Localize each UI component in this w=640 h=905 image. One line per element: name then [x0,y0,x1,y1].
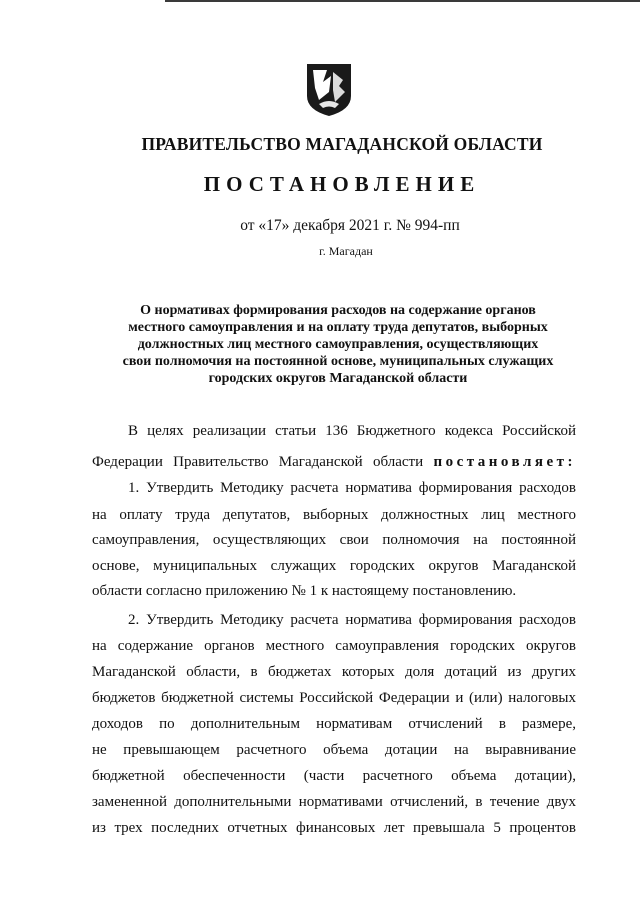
item1-line: на оплату труда депутатов, выборных должностных лиц местного [92,507,576,523]
item2-line: из трех последних отчетных финансовых лет превышала 5 процентов [92,820,576,836]
government-title: ПРАВИТЕЛЬСТВО МАГАДАНСКОЙ ОБЛАСТИ [141,134,543,154]
subject-line: должностных лиц местного самоуправления, осуществляющих [137,337,539,352]
item2-line: Магаданской области, в бюджетах которых доля дотаций из других [92,664,576,680]
item2-line: на содержание органов местного самоуправления городских округов [92,638,576,654]
item2-line: не превышающем расчетного объема дотации на выравнивание [92,742,576,758]
scan-edge-line [165,0,640,2]
subject-line: городских округов Магаданской области [208,371,468,386]
subject-line: О нормативах формирования расходов на содержание органов [140,303,536,318]
preamble-line [92,452,576,472]
city: г. Магадан [319,244,373,258]
decree-subject [88,302,588,387]
item1-line: 1. Утвердить Методику расчета норматива формирования расходов [128,480,576,496]
item1-line: самоуправления, осуществляющих свои полномочия на постоянной [92,532,576,548]
item2-line: замененной дополнительными нормативами отчислений, в течение двух [92,794,576,810]
item1-line: области согласно приложению № 1 к настоящему постановлению. [92,583,517,599]
item1-line: основе, муниципальных служащих городских округов Магаданской [92,558,576,574]
coat-of-arms-icon [305,62,353,118]
decree-keyword: постановляет: [433,454,577,470]
item2-line: бюджетов бюджетной системы Российской Федерации и (или) налоговых [92,690,576,706]
item2-line: бюджетной обеспеченности (части расчетного объема дотации), [92,768,576,784]
decree-title: ПОСТАНОВЛЕНИЕ [203,172,481,196]
subject-line: свои полномочия на постоянной основе, муниципальных служащих [122,354,554,369]
item2-line: 2. Утвердить Методику расчета норматива формирования расходов [128,612,576,628]
date-and-number: от «17» декабря 2021 г. № 994-пп [240,217,460,234]
preamble-text: Федерации Правительство Магаданской области [92,454,424,470]
item2-line: доходов по дополнительным нормативам отчислений в размере, [92,716,576,732]
subject-line: местного самоуправления и на оплату труда депутатов, выборных [128,320,548,335]
preamble-line: В целях реализации статьи 136 Бюджетного кодекса Российской [128,423,576,439]
